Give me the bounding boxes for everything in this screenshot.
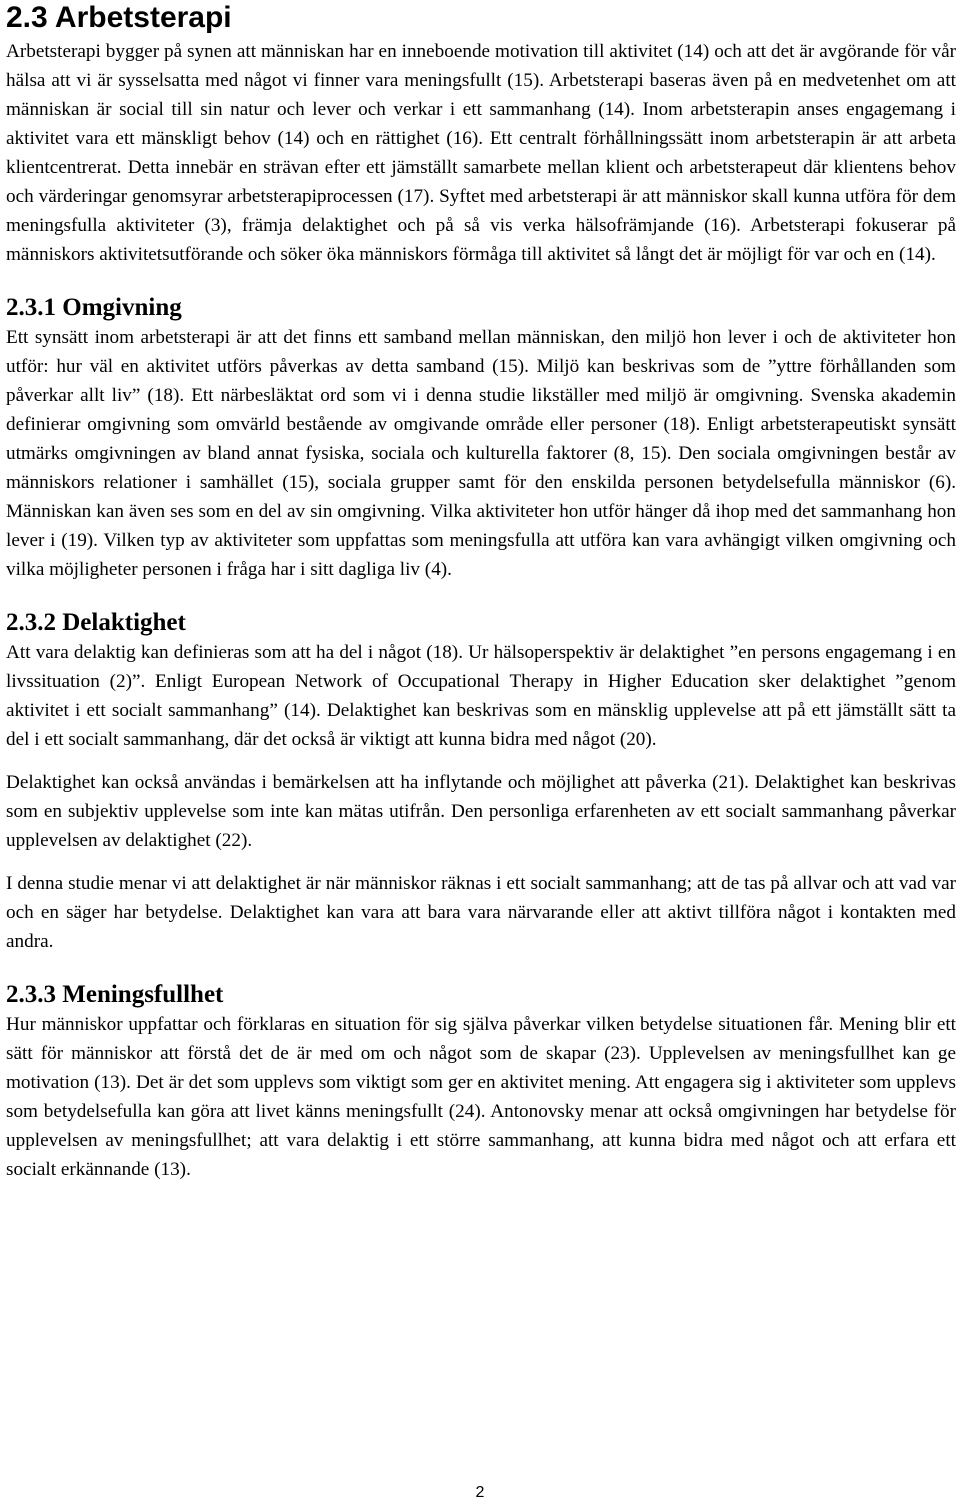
section-heading-delaktighet: 2.3.2 Delaktighet: [6, 609, 186, 636]
page-number: 2: [475, 1484, 485, 1501]
section-heading-omgivning: 2.3.1 Omgivning: [6, 294, 182, 321]
spacer: [6, 855, 956, 869]
meningsfullhet-paragraph: Hur människor uppfattar och förklaras en situation för sig själva påverkar vilken betydelse situationen får. Mening blir ett sätt för människor att förstå det de är med om och något som de skapar (23). Upplevelsen av meningsfullhet kan ge motivation (13). Det är det som upplevs som viktigt som ger en aktivitet mening. Att engagera sig i aktiviteter som upplevs som betydelsefulla kan göra att livet känns meningsfullt (24). Antonovsky menar att också omgivningen har betydelse för upplevelsen av meningsfullhet; att vara delaktig i ett större sammanhang, att kunna bidra med något och att erfara ett socialt erkännande (13).: [6, 1014, 956, 1180]
spacer: [6, 754, 956, 768]
delaktighet-paragraph-3: I denna studie menar vi att delaktighet är när människor räknas i ett socialt sammanhang; att de tas på allvar och att vad var och en säger har betydelse. Delaktighet kan vara att bara vara närvarande eller att aktivt tillföra något i kontakten med andra.: [6, 873, 956, 952]
spacer: [6, 584, 956, 602]
omgivning-paragraph: Ett synsätt inom arbetsterapi är att det finns ett samband mellan människan, den miljö hon lever i och de aktiviteter hon utför: hur väl en aktivitet utförs påverkas av detta samband (15). Miljö kan beskrivas som de ”yttre förhållanden som påverkar allt liv” (18). Ett närbesläktat ord som vi i denna studie likställer med miljö är omgivning. Svenska akademin definierar omgivning som omvärld bestående av omgivande område eller personer (18). Enligt arbetsterapeutiskt synsätt utmärks omgivningen av bland annat fysiska, sociala och kulturella faktorer (8, 15). Den sociala omgivningen består av människors relationer i samhället (15), sociala grupper samt för den enskilda personen betydelsefulla människor (6). Människan kan även ses som en del av sin omgivning. Vilka aktiviteter hon utför hänger då ihop med det sammanhang hon lever i (19). Vilken typ av aktiviteter som uppfattas som meningsfulla att utföra kan vara avhängigt vilken omgivning och vilka möjligheter personen i fråga har i sitt dagliga liv (4).: [6, 327, 956, 580]
section-heading-meningsfullhet: 2.3.3 Meningsfullhet: [6, 981, 224, 1008]
chapter-heading: 2.3 Arbetsterapi: [6, 1, 232, 34]
delaktighet-paragraph-1: Att vara delaktig kan definieras som att ha del i något (18). Ur hälsoperspektiv är delaktighet ”en persons engagemang i en livssituation (2)”. Enligt European Network of Occupational Therapy in Higher Education sker delaktighet ”genom aktivitet i ett socialt sammanhang” (14). Delaktighet kan beskrivas som en mänsklig upplevelse att på ett jämställt sätt ta del i ett socialt sammanhang, där det också är viktigt att kunna bidra med något (20).: [6, 642, 956, 750]
document-page: [6, 0, 956, 1184]
intro-paragraph: Arbetsterapi bygger på synen att människan har en inneboende motivation till aktivitet (14) och att det är avgörande för vår hälsa att vi är sysselsatta med något vi finner vara meningsfullt (15). Arbetsterapi baseras även på en medvetenhet om att människan är social till sin natur och lever och verkar i ett sammanhang (14). Inom arbetsterapin anses engagemang i aktivitet vara ett mänskligt behov (14) och en rättighet (16). Ett centralt förhållningssätt inom arbetsterapin är att arbeta klientcentrerat. Detta innebär en strävan efter ett jämställt samarbete mellan klient och arbetsterapeut där klientens behov och värderingar genomsyrar arbetsterapiprocessen (17). Syftet med arbetsterapi är att människor skall kunna utföra för dem meningsfulla aktiviteter (3), främja delaktighet och på så vis verka hälsofrämjande (16). Arbetsterapi fokuserar på människors aktivitetsutförande och söker öka människors förmåga till aktivitet så långt det är möjligt för var och en (14).: [6, 41, 956, 265]
spacer: [6, 956, 956, 974]
spacer: [6, 269, 956, 287]
delaktighet-paragraph-2: Delaktighet kan också användas i bemärkelsen att ha inflytande och möjlighet att påverka (21). Delaktighet kan beskrivas som en subjektiv upplevelse som inte kan mätas utifrån. Den personliga erfarenheten av ett socialt sammanhang påverkar upplevelsen av delaktighet (22).: [6, 772, 956, 851]
